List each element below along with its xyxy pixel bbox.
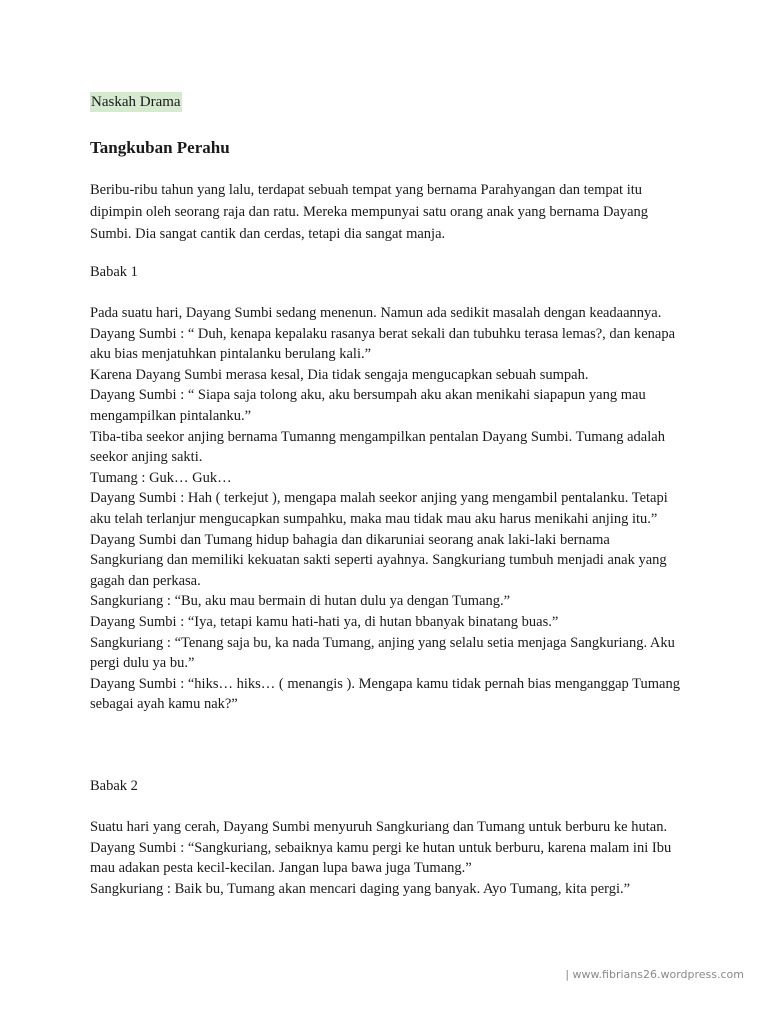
act-2-heading: Babak 2 <box>90 778 138 794</box>
act-1-line: Dayang Sumbi : Hah ( terkejut ), mengapa malah seekor anjing yang mengambil pentalanku. Tetapi aku telah terlanjur mengucapkan sumpahku, maka mau tidak mau aku harus menikahi anjing itu.” <box>90 490 668 527</box>
act-1-line: Dayang Sumbi : “ Duh, kenapa kepalaku rasanya berat sekali dan tubuhku terasa lemas?, dan kenapa aku bias menjatuhkan pintalanku berulang kali.” <box>90 325 676 363</box>
act-1-line: Karena Dayang Sumbi merasa kesal, Dia tidak sengaja mengucapkan sebuah sumpah. <box>90 366 589 383</box>
intro-paragraph: Beribu-ribu tahun yang lalu, terdapat sebuah tempat yang bernama Parahyangan dan tempat itu dipimpin oleh seorang raja dan ratu. Mereka mempunyai satu orang anak yang bernama Dayang Sumbi. Dia sangat cantik dan cerdas, tetapi dia sangat manja. <box>90 182 649 242</box>
doc-label: Naskah Drama <box>91 94 181 110</box>
act-1-line: Dayang Sumbi : “hiks… hiks… ( menangis ). Mengapa kamu tidak pernah bias menganggap Tumang sebagai ayah kamu nak?” <box>90 675 680 713</box>
act-1-line: Pada suatu hari, Dayang Sumbi sedang menenun. Namun ada sedikit masalah dengan keadaannya. <box>90 305 662 321</box>
act-1-line: Tiba-tiba seekor anjing bernama Tumanng mengampilkan pentalan Dayang Sumbi. Tumang adalah seekor anjing sakti. <box>90 428 665 466</box>
act-2-line: Suatu hari yang cerah, Dayang Sumbi menyuruh Sangkuriang dan Tumang untuk berburu ke hutan. <box>90 819 668 835</box>
act-1-line: Sangkuriang : “Tenang saja bu, ka nada Tumang, anjing yang selalu setia menjaga Sangkuriang. Aku pergi dulu ya bu.” <box>90 634 675 672</box>
act-1-line: Dayang Sumbi : “Iya, tetapi kamu hati-hati ya, di hutan bbanyak binatang buas.” <box>90 613 559 630</box>
act-2-line: Sangkuriang : Baik bu, Tumang akan mencari daging yang banyak. Ayo Tumang, kita pergi.” <box>90 880 631 897</box>
act-1-body <box>90 303 680 715</box>
act-2-body <box>90 817 680 899</box>
act-1-line: Sangkuriang : “Bu, aku mau bermain di hutan dulu ya dengan Tumang.” <box>90 593 511 610</box>
act-1-line: Dayang Sumbi dan Tumang hidup bahagia dan dikaruniai seorang anak laki-laki bernama Sangkuriang dan memiliki kekuatan sakti seperti ayahnya. Sangkuriang tumbuh menjadi anak yang gagah dan perkasa. <box>90 531 667 589</box>
act-1-heading: Babak 1 <box>90 264 138 280</box>
act-2-line: Dayang Sumbi : “Sangkuriang, sebaiknya kamu pergi ke hutan untuk berburu, karena malam ini Ibu mau adakan pesta kecil-kecilan. Jangan lupa bawa juga Tumang.” <box>90 839 672 877</box>
page-title: Tangkuban Perahu <box>90 138 230 157</box>
act-1-line: Dayang Sumbi : “ Siapa saja tolong aku, aku bersumpah aku akan menikahi siapapun yang mau mengampilkan pintalanku.” <box>90 387 646 424</box>
footer-source: | www.fibrians26.wordpress.com <box>565 968 744 981</box>
act-1-line: Tumang : Guk… Guk… <box>90 469 232 486</box>
